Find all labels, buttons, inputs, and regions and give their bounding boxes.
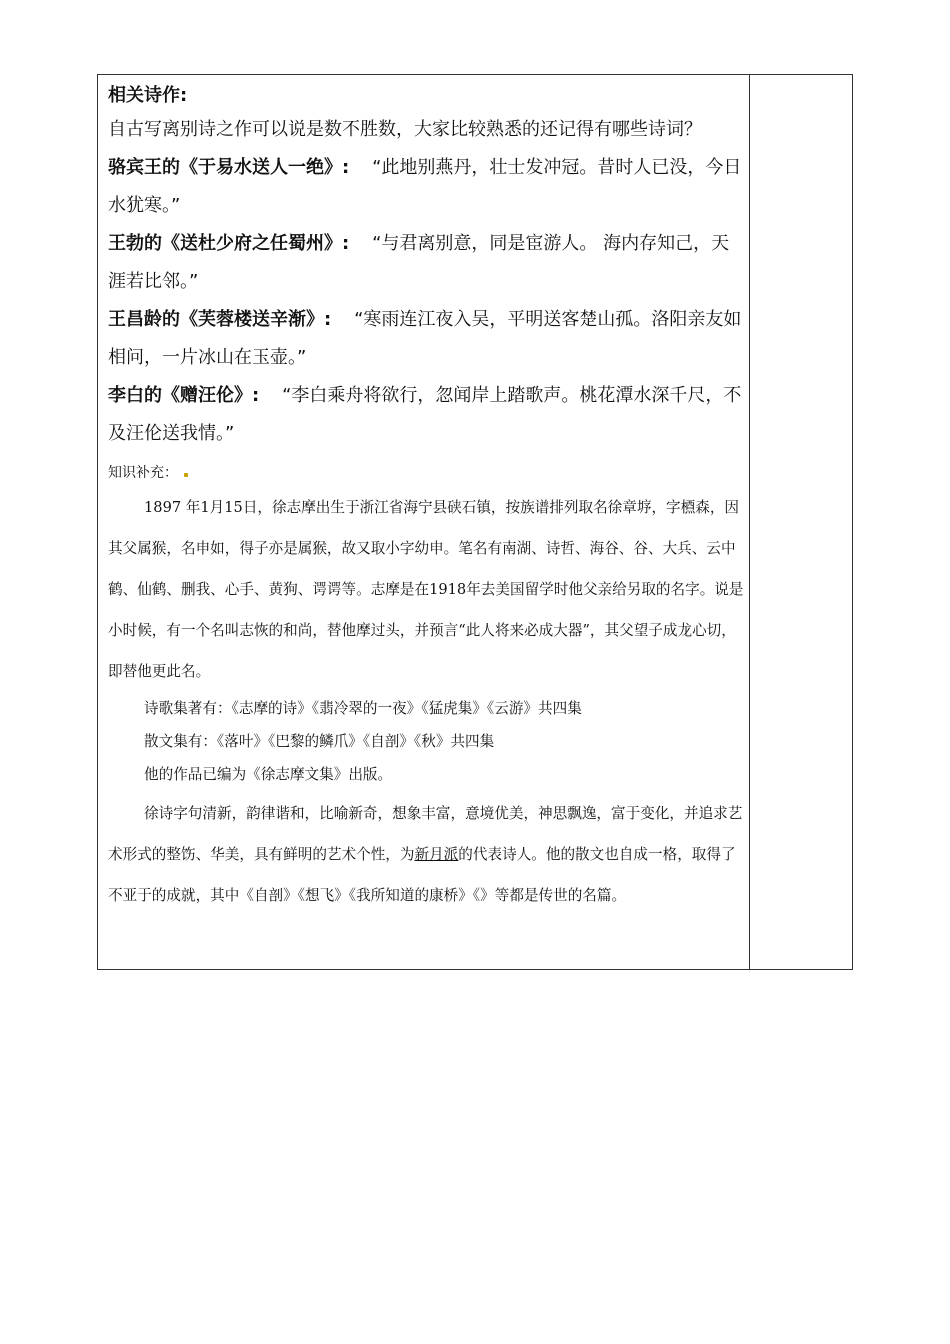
poem-text: “此地别燕丹，壮士发冲冠。昔时人已没，今日水犹寒。”: [108, 157, 742, 216]
poem-source: 骆宾王的《于易水送人一绝》:: [108, 157, 350, 178]
prose-works: 散文集有：《落叶》《巴黎的鳞爪》《自剖》《秋》共四集: [144, 733, 495, 750]
poem-item: [108, 377, 745, 453]
style-paragraph: 徐诗字句清新，韵律谐和，比喻新奇，想象丰富，意境优美，神思飘逸，富于变化，并追求艺术形式的整饬、华美，具有鲜明的艺术个性，为新月派的代表诗人。他的散文也自成一格，取得了不亚于的成就，其中《自剖》《想飞》《我所知道的康桥》《》等都是传世的名篇。: [108, 805, 743, 904]
poem-source: 李白的《赠汪伦》:: [108, 385, 260, 406]
content-table: [97, 74, 853, 970]
poem-item: [108, 225, 745, 301]
column-divider: [749, 75, 750, 969]
section-title: 相关诗作:: [108, 85, 188, 106]
poem-text: “李白乘舟将欲行，忽闻岸上踏歌声。桃花潭水深千尺，不及汪伦送我情。”: [108, 385, 742, 444]
main-cell: [108, 75, 745, 916]
poem-item: [108, 301, 745, 377]
poem-text: “寒雨连江夜入吴，平明送客楚山孤。洛阳亲友如相问，一片冰山在玉壶。”: [108, 309, 742, 368]
bio-paragraph: 1897 年1月15日，徐志摩出生于浙江省海宁县硖石镇，按族谱排列取名徐章垿，字槱森，因其父属猴，名申如，得子亦是属猴，故又取小字幼申。笔名有南湖、诗哲、海谷、谷、大兵、云中鹤、仙鹤、删我、心手、黄狗、谔谔等。志摩是在1918年去美国留学时他父亲给另取的名字。说是小时候，有一个名叫志恢的和尚，替他摩过头，并预言“此人将来必成大器”，其父望子成龙心切，即替他更此名。: [108, 499, 744, 680]
poem-item: [108, 149, 745, 225]
collected-works: 他的作品已编为《徐志摩文集》出版。: [144, 766, 393, 783]
poetry-works: 诗歌集著有：《志摩的诗》《翡冷翠的一夜》《猛虎集》《云游》共四集: [144, 700, 582, 717]
poem-text: “与君离别意，同是宦游人。 海内存知己，天涯若比邻。”: [108, 233, 730, 292]
marker-dot: [184, 473, 188, 477]
xinyue-link: 新月派: [414, 846, 459, 863]
poem-source: 王勃的《送杜少府之任蜀州》:: [108, 233, 350, 254]
intro-text: 自古写离别诗之作可以说是数不胜数，大家比较熟悉的还记得有哪些诗词？: [108, 119, 702, 140]
supplement-label: 知识补充：: [108, 459, 745, 487]
poem-source: 王昌龄的《芙蓉楼送辛渐》:: [108, 309, 332, 330]
